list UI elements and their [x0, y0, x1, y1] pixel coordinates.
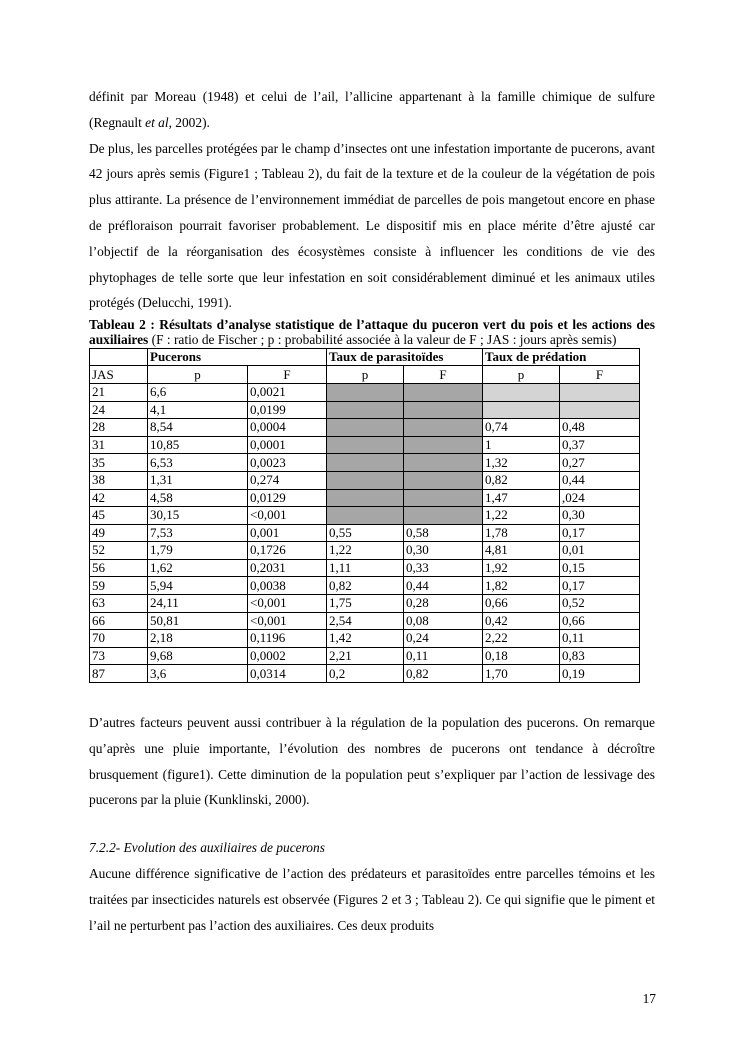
table-cell — [404, 436, 483, 454]
statistics-table — [89, 348, 640, 683]
table-cell: 30,15 — [148, 507, 248, 525]
table-cell: 0,08 — [404, 612, 483, 630]
table-sub-header: p — [148, 366, 248, 384]
table-cell: 87 — [90, 665, 148, 683]
table-cell — [327, 383, 404, 401]
table-cell: 10,85 — [148, 436, 248, 454]
table-cell: 0,2 — [327, 665, 404, 683]
table-cell — [404, 507, 483, 525]
table-cell: 59 — [90, 577, 148, 595]
table-cell: 0,0129 — [248, 489, 327, 507]
table-cell: 4,1 — [148, 401, 248, 419]
table-cell: 31 — [90, 436, 148, 454]
table-cell: 73 — [90, 647, 148, 665]
table-cell: 1,11 — [327, 559, 404, 577]
table-cell: <0,001 — [248, 595, 327, 613]
table-row — [90, 612, 640, 630]
table-cell — [327, 401, 404, 419]
spacer — [89, 813, 655, 835]
table-caption-title: Tableau 2 : Résultats d’analyse statistique de l’attaque du puceron vert du pois et les actions des auxiliaires — [89, 317, 655, 348]
table-row — [90, 665, 640, 683]
table-cell: 2,21 — [327, 647, 404, 665]
table-cell: 0,15 — [560, 559, 640, 577]
paragraph-2: De plus, les parcelles protégées par le champ d’insectes ont une infestation importante de pucerons, avant 42 jours après semis (Figure1 ; Tableau 2), du fait de la texture et de la couleur de la végétation de pois plus attirante. La présence de l’environnement immédiat de parcelles de pois mangetout encore en phase de préfloraison pourrait favoriser probablement. Le dispositif mis en place mérite d’être ajusté car l’objectif de la réorganisation des écosystèmes consiste à influencer les conditions de vie des phytophages de telle sorte que leur infestation en soit considérablement diminué et les animaux utiles protégés (Delucchi, 1991). — [89, 140, 655, 311]
table-cell: 0,0314 — [248, 665, 327, 683]
table-row — [90, 507, 640, 525]
table-cell: 6,6 — [148, 383, 248, 401]
table-cell: 7,53 — [148, 524, 248, 542]
table-cell: 0,274 — [248, 471, 327, 489]
table-sub-header-row — [90, 366, 640, 384]
table-cell: 0,18 — [483, 647, 560, 665]
table-row — [90, 383, 640, 401]
table-cell: 0,0002 — [248, 647, 327, 665]
section-heading: 7.2.2- Evolution des auxiliaires de pucerons — [89, 840, 325, 856]
table-cell: 2,18 — [148, 630, 248, 648]
table-cell: 50,81 — [148, 612, 248, 630]
table-row — [90, 454, 640, 472]
table-cell: 0,17 — [560, 577, 640, 595]
table-row — [90, 401, 640, 419]
table-cell: 70 — [90, 630, 148, 648]
table-cell: 0,42 — [483, 612, 560, 630]
table-cell: 1,70 — [483, 665, 560, 683]
table-row — [90, 647, 640, 665]
table-cell: 1,92 — [483, 559, 560, 577]
table-cell: 1,22 — [327, 542, 404, 560]
table-cell: 0,33 — [404, 559, 483, 577]
table-cell — [404, 489, 483, 507]
table-cell: 0,37 — [560, 436, 640, 454]
table-cell: 0,0021 — [248, 383, 327, 401]
table-cell: 35 — [90, 454, 148, 472]
table-cell: 0,82 — [483, 471, 560, 489]
table-cell: 1,22 — [483, 507, 560, 525]
table-cell: 45 — [90, 507, 148, 525]
table-cell: 0,11 — [560, 630, 640, 648]
page-number: 17 — [642, 991, 656, 1006]
table-cell: 0,11 — [404, 647, 483, 665]
table-cell: 56 — [90, 559, 148, 577]
table-cell: 0,0038 — [248, 577, 327, 595]
table-cell: 0,27 — [560, 454, 640, 472]
paragraph-1 — [89, 84, 655, 136]
table-sub-header: p — [327, 366, 404, 384]
table-cell: 0,28 — [404, 595, 483, 613]
table-cell — [483, 401, 560, 419]
table-cell: 0,66 — [560, 612, 640, 630]
table-cell — [404, 471, 483, 489]
table-cell — [404, 401, 483, 419]
table-cell: 0,82 — [404, 665, 483, 683]
table-cell: 21 — [90, 383, 148, 401]
table-cell: 28 — [90, 419, 148, 437]
table-cell: 2,22 — [483, 630, 560, 648]
table-body — [90, 383, 640, 682]
table-cell: 38 — [90, 471, 148, 489]
table-cell — [404, 454, 483, 472]
table-cell: 5,94 — [148, 577, 248, 595]
table-cell — [327, 489, 404, 507]
table-cell: 0,0199 — [248, 401, 327, 419]
table-cell: 0,30 — [404, 542, 483, 560]
table-cell: 0,55 — [327, 524, 404, 542]
table-cell: 0,0004 — [248, 419, 327, 437]
table-cell — [483, 383, 560, 401]
table-cell: 0,19 — [560, 665, 640, 683]
table-cell: 0,1196 — [248, 630, 327, 648]
table-cell: 0,66 — [483, 595, 560, 613]
table-sub-header: F — [404, 366, 483, 384]
table-cell: <0,001 — [248, 507, 327, 525]
table-cell: 0,2031 — [248, 559, 327, 577]
paragraph-4: Aucune différence significative de l’action des prédateurs et parasitoïdes entre parcelles témoins et les traitées par insecticides naturels est observée (Figures 2 et 3 ; Tableau 2). Ce qui signifie que le piment et l’ail ne perturbent pas l’action des auxiliaires. Ces deux produits — [89, 866, 655, 933]
table-cell: 0,0001 — [248, 436, 327, 454]
table-cell: 0,0023 — [248, 454, 327, 472]
table-cell: 0,82 — [327, 577, 404, 595]
table-sub-header: F — [560, 366, 640, 384]
table-cell — [327, 507, 404, 525]
table-cell — [327, 419, 404, 437]
table-cell: 3,6 — [148, 665, 248, 683]
table-cell: 1,42 — [327, 630, 404, 648]
table-cell: 1,82 — [483, 577, 560, 595]
table-cell: 1,62 — [148, 559, 248, 577]
table-cell: 1,75 — [327, 595, 404, 613]
table-cell: 1,31 — [148, 471, 248, 489]
table-group-header: Taux de prédation — [483, 348, 640, 366]
table-cell — [560, 401, 640, 419]
table-cell: 0,01 — [560, 542, 640, 560]
table-cell: 4,58 — [148, 489, 248, 507]
table-cell: 1,47 — [483, 489, 560, 507]
table-row — [90, 577, 640, 595]
table-row — [90, 524, 640, 542]
table-sub-header: JAS — [90, 366, 148, 384]
table-cell — [404, 419, 483, 437]
paragraph-1-end: , 2002). — [168, 114, 210, 130]
table-row — [90, 595, 640, 613]
table-cell — [327, 436, 404, 454]
table-cell: 4,81 — [483, 542, 560, 560]
table-cell: 0,24 — [404, 630, 483, 648]
table-sub-header: F — [248, 366, 327, 384]
table-cell: 24 — [90, 401, 148, 419]
table-cell: ,024 — [560, 489, 640, 507]
table-cell: 1,78 — [483, 524, 560, 542]
table-row — [90, 630, 640, 648]
table-cell: 0,30 — [560, 507, 640, 525]
table-group-header: Pucerons — [148, 348, 327, 366]
table-group-header-empty — [90, 348, 148, 366]
table-row — [90, 559, 640, 577]
table-cell: 0,44 — [560, 471, 640, 489]
table-row — [90, 489, 640, 507]
table-row — [90, 471, 640, 489]
table-group-header-row — [90, 348, 640, 366]
table-cell: 9,68 — [148, 647, 248, 665]
table-cell: 8,54 — [148, 419, 248, 437]
table-cell: 24,11 — [148, 595, 248, 613]
table-cell: 0,48 — [560, 419, 640, 437]
table-cell: 63 — [90, 595, 148, 613]
table-row — [90, 436, 640, 454]
table-cell: 0,83 — [560, 647, 640, 665]
table-cell: 49 — [90, 524, 148, 542]
table-row — [90, 419, 640, 437]
table-cell: 0,001 — [248, 524, 327, 542]
table-cell: 1,32 — [483, 454, 560, 472]
table-cell: <0,001 — [248, 612, 327, 630]
page-content — [89, 84, 655, 938]
table-cell: 2,54 — [327, 612, 404, 630]
table-sub-header: p — [483, 366, 560, 384]
table-cell: 0,52 — [560, 595, 640, 613]
table-cell: 0,74 — [483, 419, 560, 437]
table-group-header: Taux de parasitoïdes — [327, 348, 483, 366]
table-cell — [327, 471, 404, 489]
paragraph-3: D’autres facteurs peuvent aussi contribuer à la régulation de la population des pucerons. On remarque qu’après une pluie importante, l’évolution des nombres de pucerons ont tendance à décroître brusquement (figure1). Cette diminution de la population peut s’expliquer par l’action de lessivage des pucerons par la pluie (Kunklinski, 2000). — [89, 715, 655, 808]
table-cell: 52 — [90, 542, 148, 560]
table-cell: 6,53 — [148, 454, 248, 472]
table-cell — [404, 383, 483, 401]
spacer — [89, 683, 655, 710]
table-row — [90, 542, 640, 560]
table-cell: 0,58 — [404, 524, 483, 542]
table-caption — [89, 317, 655, 348]
table-cell: 0,44 — [404, 577, 483, 595]
table-cell: 0,1726 — [248, 542, 327, 560]
table-cell: 1 — [483, 436, 560, 454]
table-cell: 1,79 — [148, 542, 248, 560]
table-cell — [327, 454, 404, 472]
paragraph-1-italic: et al — [145, 114, 169, 130]
table-caption-legend: (F : ratio de Fischer ; p : probabilité associée à la valeur de F ; JAS : jours après semis) — [148, 332, 617, 348]
table-cell: 66 — [90, 612, 148, 630]
paragraph-1-text: définit par Moreau (1948) et celui de l’ail, l’allicine appartenant à la famille chimique de sulfure (Regnault — [89, 89, 655, 130]
table-cell — [560, 383, 640, 401]
table-cell: 0,17 — [560, 524, 640, 542]
table-cell: 42 — [90, 489, 148, 507]
